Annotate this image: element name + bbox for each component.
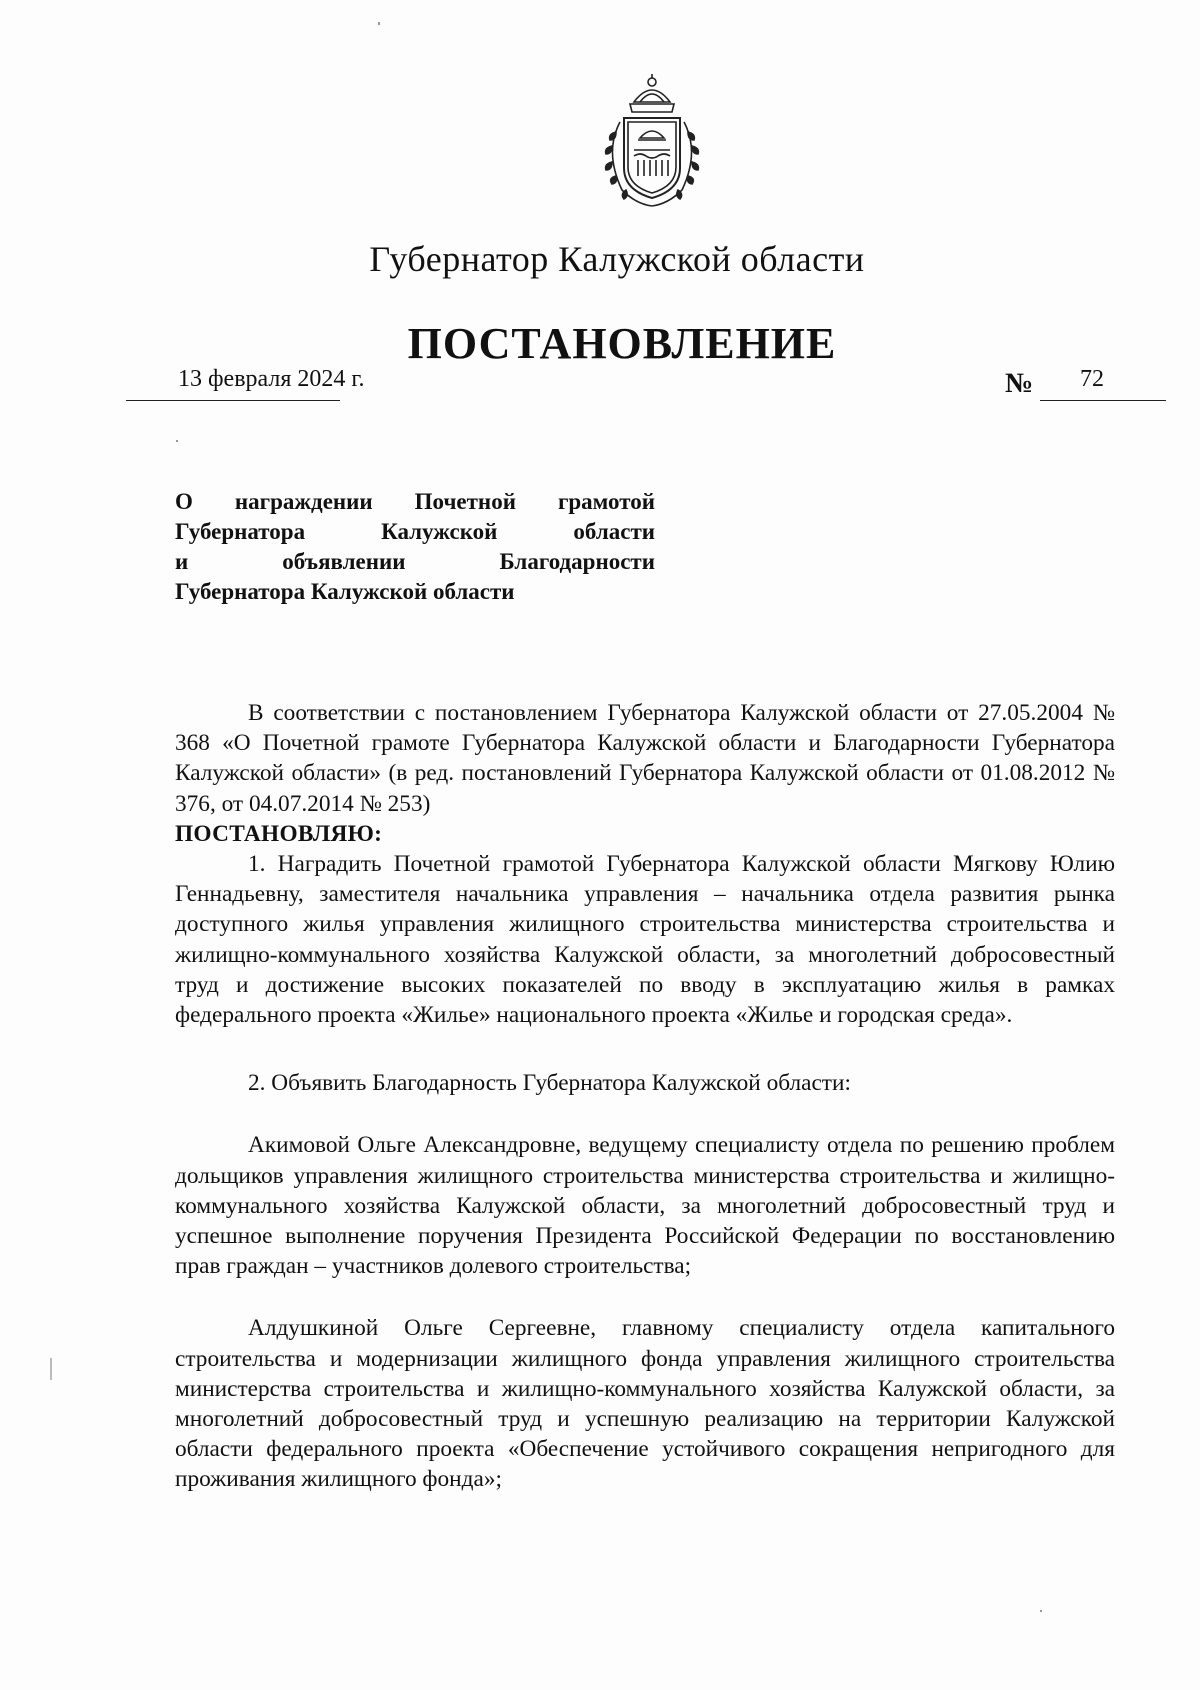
recipient-paragraph: Акимовой Ольге Александровне, ведущему специалисту отдела по решению проблем дольщиков управления жилищного строительства министерства строительства и жилищно-коммунального хозяйства Калужской области, за многолетний добросовестный труд и успешное выполнение поручения Президента Российской Федерации по восстановлению прав граждан – участников долевого строительства; <box>175 1132 1115 1280</box>
scan-speck <box>1040 1610 1042 1612</box>
kaluga-coat-of-arms-icon <box>594 72 710 208</box>
issuing-authority-title: Губернатор Калужской области <box>369 239 865 279</box>
subject-line: Губернатора Калужской области <box>175 579 515 604</box>
document-number-label: № <box>1005 368 1034 399</box>
scan-speck <box>50 1358 52 1380</box>
document-date: 13 февраля 2024 г. <box>178 366 365 392</box>
subject-line: О награждении Почетной грамотой <box>175 489 655 514</box>
document-number: 72 <box>1080 366 1104 392</box>
scan-speck <box>378 22 380 25</box>
subject-line: Губернатора Калужской области <box>175 519 655 544</box>
item-1-paragraph: 1. Наградить Почетной грамотой Губернатора Калужской области Мягкову Юлию Геннадьевну, заместителя начальника управления – начальника отдела развития рынка доступного жилья управления жилищного строительства министерства строительства и жилищно-коммунального хозяйства Калужской области, за многолетний добросовестный труд и достижение высоких показателей по вводу в эксплуатацию жилья в рамках федерального проекта «Жилье» национального проекта «Жилье и городская среда». <box>175 851 1115 1029</box>
scan-speck <box>176 440 178 442</box>
document-type-heading: ПОСТАНОВЛЕНИЕ <box>407 319 837 368</box>
preamble-paragraph: В соответствии с постановлением Губернатора Калужской области от 27.05.2004 № 368 «О Почетной грамоте Губернатора Калужской области и Благодарности Губернатора Калужской области» (в ред. постановлений Губернатора Калужской области от 01.08.2012 № 376, от 04.07.2014 № 253) <box>175 700 1115 817</box>
document-subject <box>175 487 655 607</box>
subject-line: и объявлении Благодарности <box>175 549 655 574</box>
item-2-paragraph: 2. Объявить Благодарность Губернатора Калужской области: <box>248 1070 851 1097</box>
recipient-paragraph: Алдушкиной Ольге Сергеевне, главному специалисту отдела капитального строительства и модернизации жилищного фонда управления жилищного строительства министерства строительства и жилищно-коммунального хозяйства Калужской области, за многолетний добросовестный труд и успешную реализацию на территории Калужской области федерального проекта «Обеспечение устойчивого сокращения непригодного для проживания жилищного фонда»; <box>175 1315 1115 1493</box>
document-body <box>175 698 1115 1495</box>
resolve-word: ПОСТАНОВЛЯЮ: <box>175 820 383 847</box>
